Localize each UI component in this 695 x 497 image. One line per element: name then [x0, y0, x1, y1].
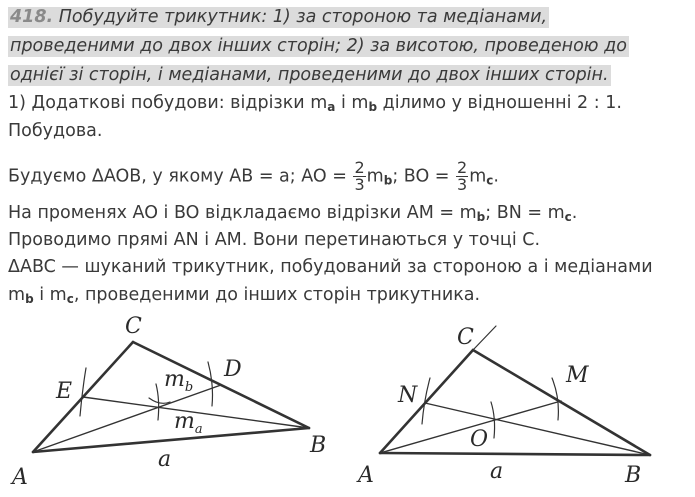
label-B: B	[310, 433, 327, 458]
label-A: A	[358, 463, 374, 488]
label-D: D	[224, 357, 242, 382]
median-symbol: m	[164, 367, 185, 392]
solution-text: ΔABC — шуканий трикутник, побудований за стороною a і медіанами	[8, 257, 653, 277]
problem-text-2: проведеними до двох інших сторін; 2) за висотою, проведеною до	[10, 36, 627, 56]
side-CB	[473, 350, 650, 455]
subscript: c	[486, 173, 494, 188]
label-O: O	[470, 427, 489, 452]
solution-text: m	[8, 285, 26, 305]
side-AC	[380, 350, 473, 453]
label-median-mb	[164, 367, 193, 395]
median-subscript: a	[194, 422, 203, 437]
arc-mark	[149, 398, 170, 403]
solution-text: Проводимо прямі AN і AM. Вони перетинаються у точці C.	[8, 230, 541, 250]
problem-text-3: однієї зі сторін, і медіанами, проведеними до двох інших сторін.	[10, 65, 609, 85]
label-N: N	[398, 383, 418, 408]
label-M: M	[566, 363, 589, 388]
subscript: c	[66, 292, 74, 306]
subscript: b	[476, 210, 486, 224]
figure-2	[380, 326, 650, 455]
solution-text: і m	[33, 285, 67, 305]
median-symbol: m	[174, 409, 195, 434]
fraction-numerator: 2	[457, 158, 468, 177]
arc-mark	[80, 368, 86, 416]
label-C: C	[125, 314, 142, 339]
solution-text: Побудова.	[8, 121, 103, 141]
label-C: C	[457, 325, 474, 350]
subscript: a	[327, 100, 336, 114]
solution-text: m	[366, 166, 384, 187]
label-side-a: a	[158, 447, 172, 472]
fraction-denominator: 3	[354, 175, 365, 194]
median-subscript: b	[184, 380, 194, 395]
fraction-denominator: 3	[457, 175, 468, 194]
solution-text: На променях AO і BO відкладаємо відрізки AM = m	[8, 203, 477, 223]
fraction-numerator: 2	[354, 158, 365, 177]
solution-text: .	[571, 203, 578, 223]
solution-text: і m	[335, 93, 369, 113]
solution-text: Будуємо ΔAOB, у якому AB = a; AO =	[8, 166, 353, 187]
side-AB	[380, 453, 650, 455]
solution-text: ділимо у відношенні 2 : 1.	[377, 93, 622, 113]
subscript: b	[383, 173, 393, 188]
solution-text: 1) Додаткові побудови: відрізки m	[8, 93, 328, 113]
median-BN	[425, 403, 650, 455]
problem-number: 418.	[10, 7, 54, 27]
label-E: E	[56, 379, 73, 404]
arc-mark	[208, 362, 213, 406]
figure-1	[33, 342, 309, 452]
subscript: c	[564, 210, 572, 224]
problem-text-1: Побудуйте трикутник: 1) за стороною та медіанами,	[58, 7, 548, 27]
label-A: A	[12, 465, 28, 490]
subscript: b	[368, 100, 378, 114]
solution-text: .	[493, 166, 499, 187]
solution-text: ; BO =	[392, 166, 456, 187]
ray-extension	[473, 326, 496, 350]
label-B: B	[625, 463, 642, 488]
label-side-a: a	[490, 459, 504, 484]
subscript: b	[25, 292, 34, 306]
solution-text: ; BN = m	[485, 203, 565, 223]
solution-text: , проведеними до інших сторін трикутника.	[73, 285, 481, 305]
solution-text: m	[469, 166, 487, 187]
